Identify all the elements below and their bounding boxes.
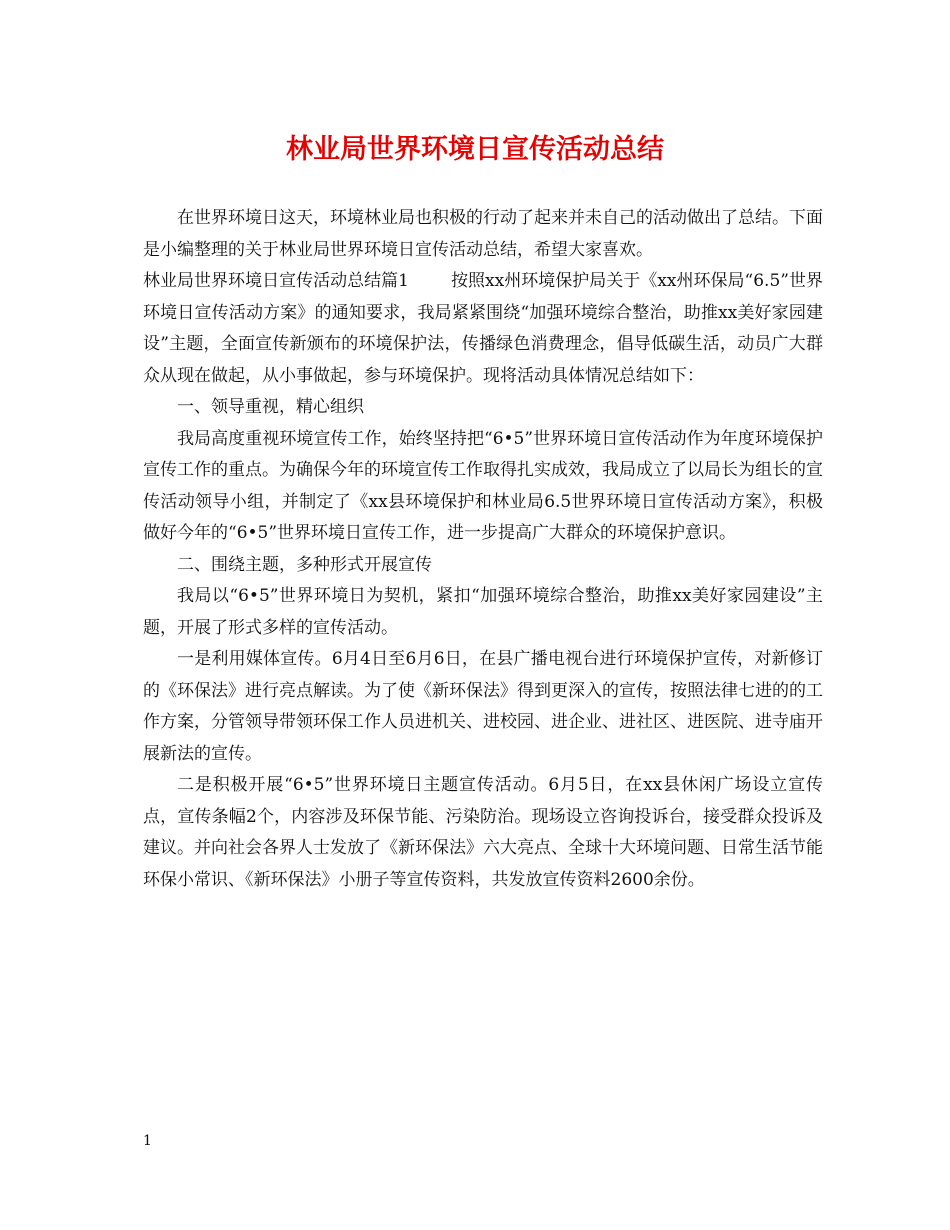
section-intro-paragraph — [143, 266, 823, 392]
page-number: 1 — [143, 1133, 152, 1149]
intro-paragraph: 在世界环境日这天，环境林业局也积极的行动了起来并未自己的活动做出了总结。下面是小编整理的关于林业局世界环境日宣传活动总结，希望大家喜欢。 — [143, 208, 823, 260]
section-label: 林业局世界环境日宣传活动总结篇1 — [143, 271, 409, 291]
document-title: 林业局世界环境日宣传活动总结 — [286, 134, 664, 165]
paragraph-leadership: 我局高度重视环境宣传工作，始终坚持把“6•5”世界环境日宣传活动作为年度环境保护宣传工作的重点。为确保今年的环境宣传工作取得扎实成效，我局成立了以局长为组长的宣传活动领导小组，并制定了《xx县环境保护和林业局6.5世界环境日宣传活动方案》，积极做好今年的“6•5”世界环境日宣传工作，进一步提高广大群众的环境保护意识。 — [143, 428, 823, 543]
paragraph-environment-day-activity: 二是积极开展“6•5”世界环境日主题宣传活动。6月5日，在xx县休闲广场设立宣传点，宣传条幅2个，内容涉及环保节能、污染防治。现场设立咨询投诉台，接受群众投诉及建议。并向社会各界人士发放了《新环保法》六大亮点、全球十大环境问题、日常生活节能环保小常识、《新环保法》小册子等宣传资料，共发放宣传资料2600余份。 — [143, 775, 823, 890]
paragraph-publicity-theme: 我局以“6•5”世界环境日为契机，紧扣“加强环境综合整治，助推xx美好家园建设”主题，开展了形式多样的宣传活动。 — [143, 586, 823, 638]
paragraph-media-publicity: 一是利用媒体宣传。6月4日至6月6日，在县广播电视台进行环境保护宣传，对新修订的《环保法》进行亮点解读。为了使《新环保法》得到更深入的宣传，按照法律七进的的工作方案，分管领导带领环保工作人员进机关、进校园、进企业、进社区、进医院、进寺庙开展新法的宣传。 — [143, 649, 823, 764]
section-opening-text: 按照xx州环境保护局关于《xx州环保局“6.5”世界环境日宣传活动方案》的通知要求，我局紧紧围绕“加强环境综合整治，助推xx美好家园建设”主题，全面宣传新颁布的环境保护法，传播绿色消费理念，倡导低碳生活，动员广大群众从现在做起，从小事做起，参与环境保护。现将活动具体情况总结如下： — [143, 271, 823, 386]
document-body — [143, 203, 823, 896]
heading-publicity: 二、围绕主题，多种形式开展宣传 — [177, 554, 432, 575]
heading-leadership: 一、领导重视，精心组织 — [177, 397, 364, 417]
